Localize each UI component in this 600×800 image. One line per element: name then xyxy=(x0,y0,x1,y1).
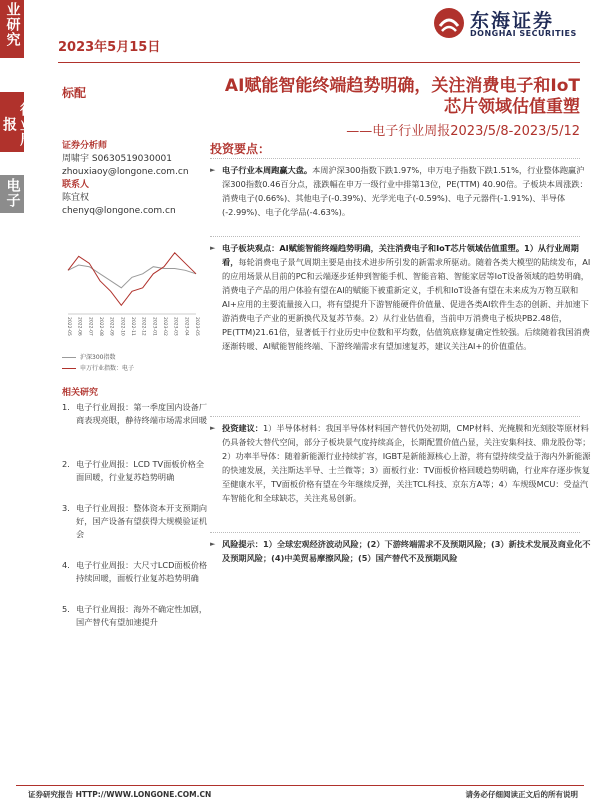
point-3 xyxy=(210,421,592,505)
footer-disclaimer: 请务必仔细阅读正文后的所有说明 xyxy=(465,790,578,799)
x-tick-label: 2023-01 xyxy=(151,317,157,336)
sidebar-top-label: 业研究 xyxy=(4,2,21,47)
report-subtitle: ——电子行业周报2023/5/8-2023/5/12 xyxy=(346,124,580,139)
bullet-icon: ► xyxy=(210,540,216,548)
logo-icon xyxy=(432,6,466,40)
point-4-bold: 风险提示： xyxy=(222,539,263,549)
related-item-4 xyxy=(62,559,208,585)
point-4 xyxy=(210,537,592,565)
related-item-number: 2. xyxy=(62,459,70,469)
related-item-text: 电子行业周报：整体资本开支预期向好，国产设备有望获得大规模验证机会 xyxy=(76,503,208,539)
x-tick-label: 2022-06 xyxy=(76,317,82,336)
points-header: 投资要点： xyxy=(210,142,271,156)
footer-website: 证券研究报告 HTTP://WWW.LONGONE.COM.CN xyxy=(28,790,212,799)
point-1-text: 本周沪深300指数下跌1.97%，申万电子指数下跌1.51%，行业整体跑赢沪深300指数0.46百分点，涨跌幅在申万一级行业中排第13位，PE(TTM) 40.90倍。子板块本周涨跌：消费电子(0.66%)、其他电子(-0.39%)、光学光电子(-0.59%)、电子元器件(-1.91%)、半导体(-2.99%)、电子化学品(-4.63%)。 xyxy=(222,165,588,217)
x-tick-label: 2022-07 xyxy=(87,317,93,336)
x-tick-label: 2023-02 xyxy=(162,317,167,336)
divider xyxy=(210,416,580,417)
x-tick-label: 2022-12 xyxy=(140,317,146,336)
x-tick-label: 2022-09 xyxy=(108,317,114,336)
point-3-bold: 投资建议： xyxy=(222,423,263,433)
index-performance-chart xyxy=(62,238,200,348)
legend-swatch-0 xyxy=(62,357,76,358)
header-divider xyxy=(58,62,580,63)
related-item-number: 1. xyxy=(62,402,70,412)
analyst-email: zhouxiaoy@longone.com.cn xyxy=(62,167,189,177)
sidebar-report-type: 行业周报 xyxy=(1,101,34,147)
report-title: AI赋能智能终端趋势明确，关注消费电子和IoT芯片领域估值重塑 xyxy=(224,76,580,117)
related-item-text: 电子行业周报：LCD TV面板价格全面回暖，行业复苏趋势明确 xyxy=(76,459,205,482)
x-tick-label: 2022-08 xyxy=(98,317,103,336)
related-item-text: 电子行业周报：海外不确定性加剧，国产替代有望加速提升 xyxy=(76,604,208,627)
analyst-header: 证券分析师 xyxy=(62,141,108,151)
related-header: 相关研究 xyxy=(62,388,99,398)
x-tick-label: 2022-10 xyxy=(119,317,125,336)
company-logo xyxy=(432,4,582,44)
related-item-text: 电子行业周报：第一季度国内设备厂商表现亮眼，静待终端市场需求回暖 xyxy=(76,402,208,425)
sidebar-industry: 电子 xyxy=(4,178,21,208)
legend-label-1: 申万行业指数：电子 xyxy=(80,365,135,372)
legend-swatch-1 xyxy=(62,368,76,369)
related-item-number: 3. xyxy=(62,503,70,513)
contact-header: 联系人 xyxy=(62,180,90,190)
series-line-1 xyxy=(68,253,196,305)
sidebar-top-bar xyxy=(0,0,24,58)
x-tick-label: 2023-04 xyxy=(183,317,189,336)
related-item-5 xyxy=(62,603,208,629)
analyst-block xyxy=(62,140,192,218)
bullet-icon: ► xyxy=(210,166,216,174)
x-tick-label: 2023-03 xyxy=(172,317,178,336)
series-line-0 xyxy=(68,265,196,288)
x-tick-label: 2022-11 xyxy=(130,317,135,336)
x-tick-label: 2022-05 xyxy=(66,317,71,336)
related-item-number: 4. xyxy=(62,560,70,570)
legend-label-0: 沪深300指数 xyxy=(80,354,116,361)
point-2-text: 每轮消费电子景气周期主要是由技术进步所引发的新需求所驱动。随着各类大模型的陆续发布，AI的应用场景从目前的PC和云端逐步延伸到智能手机、智能音箱、智能家居等IoT设备领域的趋势明确，消费电子产品的用户体验有望在AI的赋能下被重新定义，手机和IoT设备有望在未来成为万物互联和AI+应用的主要流量接入口，将有望提升下游智能硬件价值量、促进各类AI软件生态的创新、并加速下游消费电子产业的更新换代及复苏节奏。2）从行业估值看，当前申万消费电子板块PB2.48倍，PE(TTM)21.61倍，显著低于行业历史中位数和平均数，估值筑底修复确定性较强。后续随着我国消费逐渐转暖、AI赋能智能终端、下游终端需求有望加速复苏，建议关注AI+的价值重估。 xyxy=(222,257,591,351)
divider xyxy=(210,158,580,159)
point-4-text: 1）全球宏观经济波动风险；(2）下游终端需求不及预期风险；(3）新技术发展及商业化不及预期风险；(4)中美贸易摩擦风险；(5）国产替代不及预期风险 xyxy=(222,539,591,563)
point-2 xyxy=(210,241,592,353)
logo-text-cn: 东海证券 xyxy=(470,10,555,32)
related-item-1 xyxy=(62,401,208,427)
sidebar-report-type-bar xyxy=(0,92,34,152)
bullet-icon: ► xyxy=(210,244,216,252)
contact-name: 陈宜权 xyxy=(62,193,90,203)
industry-rating: 标配 xyxy=(62,86,87,100)
bullet-icon: ► xyxy=(210,424,216,432)
footer-divider xyxy=(16,785,584,786)
point-2-bold: 电子板块观点：AI赋能智能终端趋势明确，关注消费电子和IoT芯片领域估值重塑。1）从行业周期看， xyxy=(222,243,579,267)
divider xyxy=(210,532,580,533)
related-item-2 xyxy=(62,458,208,484)
legend-item-0 xyxy=(62,352,115,361)
logo-text-en: DONGHAI SECURITIES xyxy=(470,29,577,38)
point-1 xyxy=(210,163,592,219)
point-1-bold: 电子行业本周跑赢大盘。 xyxy=(222,165,313,175)
related-item-text: 电子行业周报：大尺寸LCD面板价格持续回暖，面板行业复苏趋势明确 xyxy=(76,560,208,583)
divider xyxy=(210,236,580,237)
related-item-3 xyxy=(62,502,208,541)
x-tick-label: 2023-05 xyxy=(194,317,199,336)
sidebar-industry-bar xyxy=(0,175,24,213)
legend-item-1 xyxy=(62,363,134,372)
point-3-text: 1）半导体材料：我国半导体材料国产替代仍处初期，CMP材料、光掩膜和光刻胶等原材料仍具备较大替代空间，部分子板块景气度持续高企，长期配置价值凸显，关注安集科技、鼎龙股份等；2）功率半导体：随着新能源行业持续扩容，IGBT是新能源核心上游，将有望持续受益于海内外新能源的快速发展，关注斯达半导、士兰微等；3）面板行业：TV面板价格回暖趋势明确，行业库存逐步恢复至健康水平，TV面板价格有望在今年继续反弹，关注TCL科技、京东方A等；4）车规级MCU：受益汽车智能化和全球缺芯，关注兆易创新。 xyxy=(222,423,591,503)
related-item-number: 5. xyxy=(62,604,70,614)
analyst-name: 周啸宇 S0630519030001 xyxy=(62,154,173,164)
report-date: 2023年5月15日 xyxy=(58,40,161,55)
contact-email: chenyq@longone.com.cn xyxy=(62,206,176,216)
